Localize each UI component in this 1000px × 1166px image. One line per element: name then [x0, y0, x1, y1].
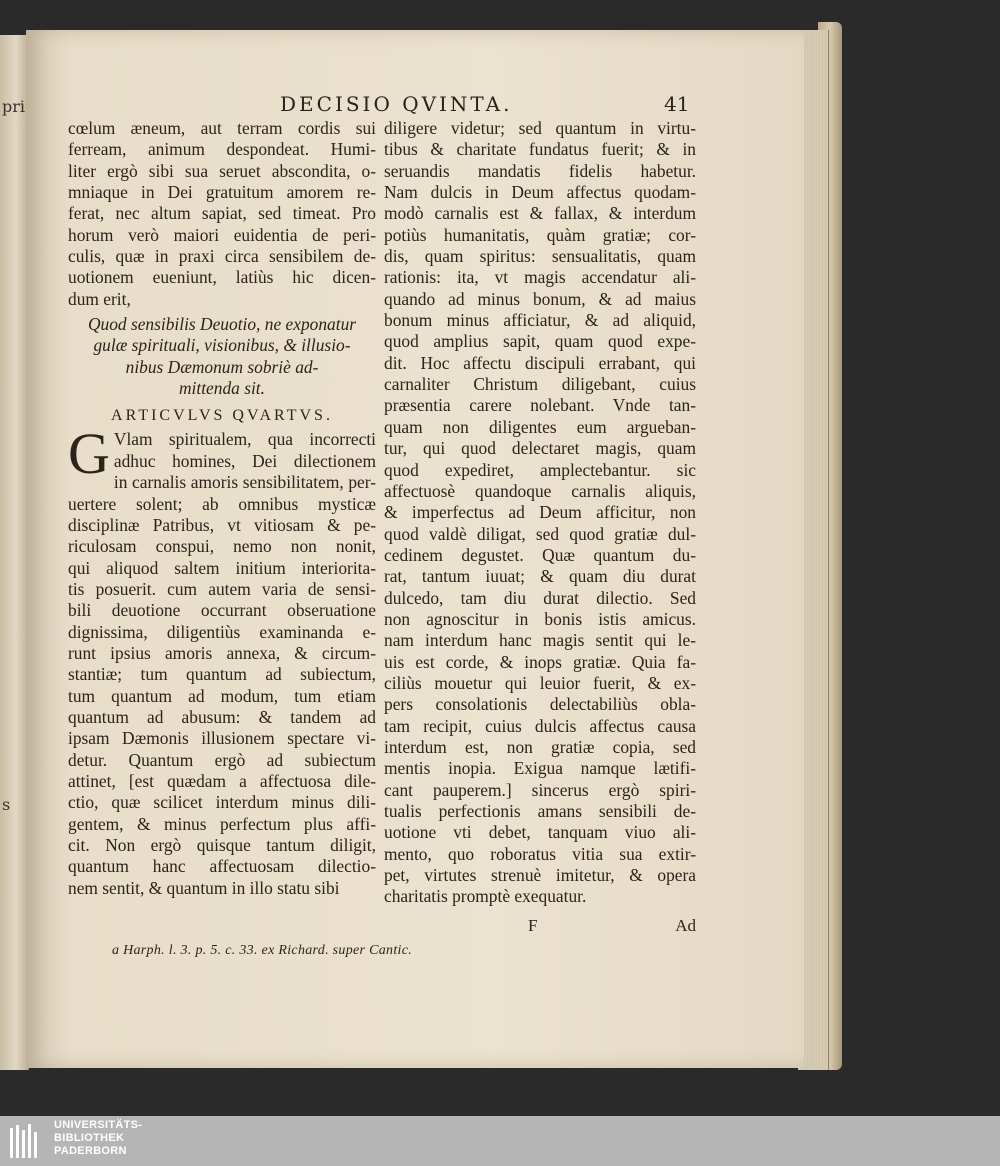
text-line: quantum hanc affectuosam dilectio-: [68, 856, 376, 877]
text-line: cœlum æneum, aut terram cordis sui: [68, 118, 376, 138]
catchword: Ad: [675, 916, 696, 935]
drop-capital: G: [68, 421, 110, 487]
text-line: ipsam Dæmonis illusionem spectare vi-: [68, 728, 376, 749]
library-name: [54, 1119, 142, 1158]
book-page: [26, 30, 804, 1068]
text-line: stantiæ; tum quantum ad subiectum,: [68, 664, 376, 685]
heading-line: nibus Dæmonum sobriè ad-: [125, 356, 319, 377]
text-line: uotionem eueniunt, latiùs hic dicen-: [68, 267, 376, 288]
text-line: quando ad minus bonum, & ad maius: [384, 288, 696, 309]
text-line: rationis: ita, vt magis accendatur ali-: [384, 267, 696, 288]
running-head: DECISIO QVINTA.: [280, 92, 513, 116]
text-line: ferat, nec altum sapiat, sed timeat. Pro: [68, 203, 376, 224]
text-line: dignissima, diligentiùs examinanda e-: [68, 621, 376, 642]
library-logo-icon: [8, 1122, 44, 1160]
text-line: detur. Quantum ergò ad subiectum: [68, 749, 376, 770]
text-line: pers consolationis delectabiliùs obla-: [384, 694, 696, 715]
text-line: mniaque in Dei gratuitum amorem re-: [68, 182, 376, 203]
text-line: modò carnalis est & fallax, & interdum: [384, 203, 696, 224]
text-line: dis, quam spiritus: sensualitatis, quam: [384, 246, 696, 267]
text-line: in carnalis amoris sensibilitatem, per-: [113, 472, 376, 493]
signature-mark: F: [528, 916, 538, 935]
text-line: dit. Hoc affectu discipuli errabant, qui: [384, 352, 696, 373]
text-line: horum verò maiori euidentia de peri-: [68, 224, 376, 245]
library-name-line: UNIVERSITÄTS-: [54, 1119, 143, 1131]
text-line: ferream, animum despondeat. Humi-: [68, 139, 376, 160]
text-line: dulcedo, tam diu durat dilectio. Sed: [384, 587, 696, 608]
heading-line: Quod sensibilis Deuotio, ne exponatur: [87, 314, 357, 335]
text-line: potiùs humanitatis, quàm gratiæ; cor-: [384, 224, 696, 245]
text-line: non agnoscitur in bonis istis amicus.: [384, 608, 696, 629]
text-line: quod expediret, amplectebantur. sic: [384, 459, 696, 480]
text-line: tibus & charitate fundatus fuerit; & in: [384, 139, 696, 160]
text-line: mentis inopia. Exigua namque lætifi-: [384, 758, 696, 779]
library-name-line: BIBLIOTHEK: [54, 1132, 125, 1144]
text-line: mento, quo roboratus vitia sua extir-: [384, 843, 696, 864]
text-line: ciliùs mouetur qui leuior fuerit, & ex-: [384, 672, 696, 693]
text-line: uotione vti debet, tanquam viuo ali-: [384, 822, 696, 843]
text-line: disciplinæ Patribus, vt vitiosam & pe-: [68, 514, 376, 535]
text-line: nam interdum hanc magis sentit qui le-: [384, 630, 696, 651]
previous-page-edge: [0, 35, 29, 1070]
left-column: [68, 118, 376, 899]
text-line: tis posuerit. cum autem varia de sensi-: [68, 578, 376, 599]
text-line: uertere solent; ab omnibus mysticæ: [68, 493, 376, 514]
text-line: culis, quæ in praxi circa sensibilem de-: [68, 246, 376, 267]
text-line: riculosam conspui, nemo non nonit,: [68, 536, 376, 557]
text-line: charitatis promptè exequatur.: [384, 886, 587, 907]
text-line: cit. Non ergò quisque tantum diligit,: [68, 835, 376, 855]
text-line: uis est corde, & inops gratiæ. Quia fa-: [384, 651, 696, 672]
page-number: 41: [664, 92, 690, 116]
text-line: bili deuotione occurrant obseruatione: [68, 600, 376, 621]
footnote: a Harph. l. 3. p. 5. c. 33. ex Richard. super Cantic.: [112, 943, 413, 958]
text-line: gentem, & minus perfectum plus affi-: [68, 813, 376, 834]
text-line: quod amplius sapit, quam quod expe-: [384, 331, 696, 352]
text-line: quod valdè diligat, sed quod gratiæ dul-: [384, 523, 696, 544]
text-line: interdum est, non gratiæ copia, sed: [384, 736, 696, 757]
text-line: seruandis mandatis fidelis habetur.: [384, 160, 696, 181]
text-line: Nam dulcis in Deum affectus quodam-: [384, 182, 696, 203]
text-line: nem sentit, & quantum in illo statu sibi: [68, 877, 340, 898]
text-line: affectuosè quandoque carnalis aliquis,: [384, 480, 696, 501]
library-name-line: PADERBORN: [54, 1145, 127, 1157]
edge-fragment: s: [2, 795, 11, 814]
page-footer-marks: [384, 916, 696, 938]
text-line: pet, virtutes strenuè imitetur, & opera: [384, 865, 696, 886]
heading-line: mittenda sit.: [179, 378, 265, 399]
library-footer-bar: [0, 1116, 1000, 1166]
text-line: tam recipit, cuius dulcis affectus causa: [384, 715, 696, 736]
text-line: ctio, quæ scilicet interdum minus dili-: [68, 792, 376, 813]
text-line: attinet, [est quædam a affectuosa dile-: [68, 770, 376, 791]
right-column: [384, 118, 696, 908]
text-line: quam non diligentes eum argueban-: [384, 416, 696, 437]
edge-fragment: pri: [2, 97, 26, 116]
text-line: adhuc homines, Dei dilectionem: [113, 450, 376, 471]
text-line: & imperfectus ad Deum afficitur, non: [384, 502, 696, 523]
text-line: diligere videtur; sed quantum in virtu-: [384, 118, 696, 138]
text-line: cant pauperem.] sincerus ergò spiri-: [384, 779, 696, 800]
text-line: tum quantum ad modum, tum etiam: [68, 685, 376, 706]
text-line: runt ipsius amoris annexa, & circum-: [68, 642, 376, 663]
text-line: Vlam spiritualem, qua incorrecti: [113, 429, 376, 450]
paragraph: [68, 421, 376, 899]
text-line: liter ergò sibi sua seruet abscondita, o-: [68, 160, 376, 181]
section-heading: [68, 314, 376, 399]
text-line: tur, qui quod delectaret magis, quam: [384, 438, 696, 459]
text-line: bonum minus afficiatur, & ad aliquid,: [384, 310, 696, 331]
text-line: quantum ad abusum: & tandem ad: [68, 706, 376, 727]
text-line: carnaliter Christum diligebant, cuius: [384, 374, 696, 395]
text-line: dum erit,: [68, 288, 131, 309]
text-line: cedinem degustet. Quæ quantum du-: [384, 544, 696, 565]
heading-line: gulæ spirituali, visionibus, & illusio-: [93, 335, 351, 356]
text-line: rat, tantum iuuat; & quam diu durat: [384, 566, 696, 587]
text-line: præsentia carere nolebant. Vnde tan-: [384, 395, 696, 416]
text-line: qui aliquod saltem initium interiorita-: [68, 557, 376, 578]
article-heading: ARTICVLVS QVARTVS.: [111, 407, 333, 425]
text-line: tualis perfectionis amans sensibili de-: [384, 801, 696, 821]
